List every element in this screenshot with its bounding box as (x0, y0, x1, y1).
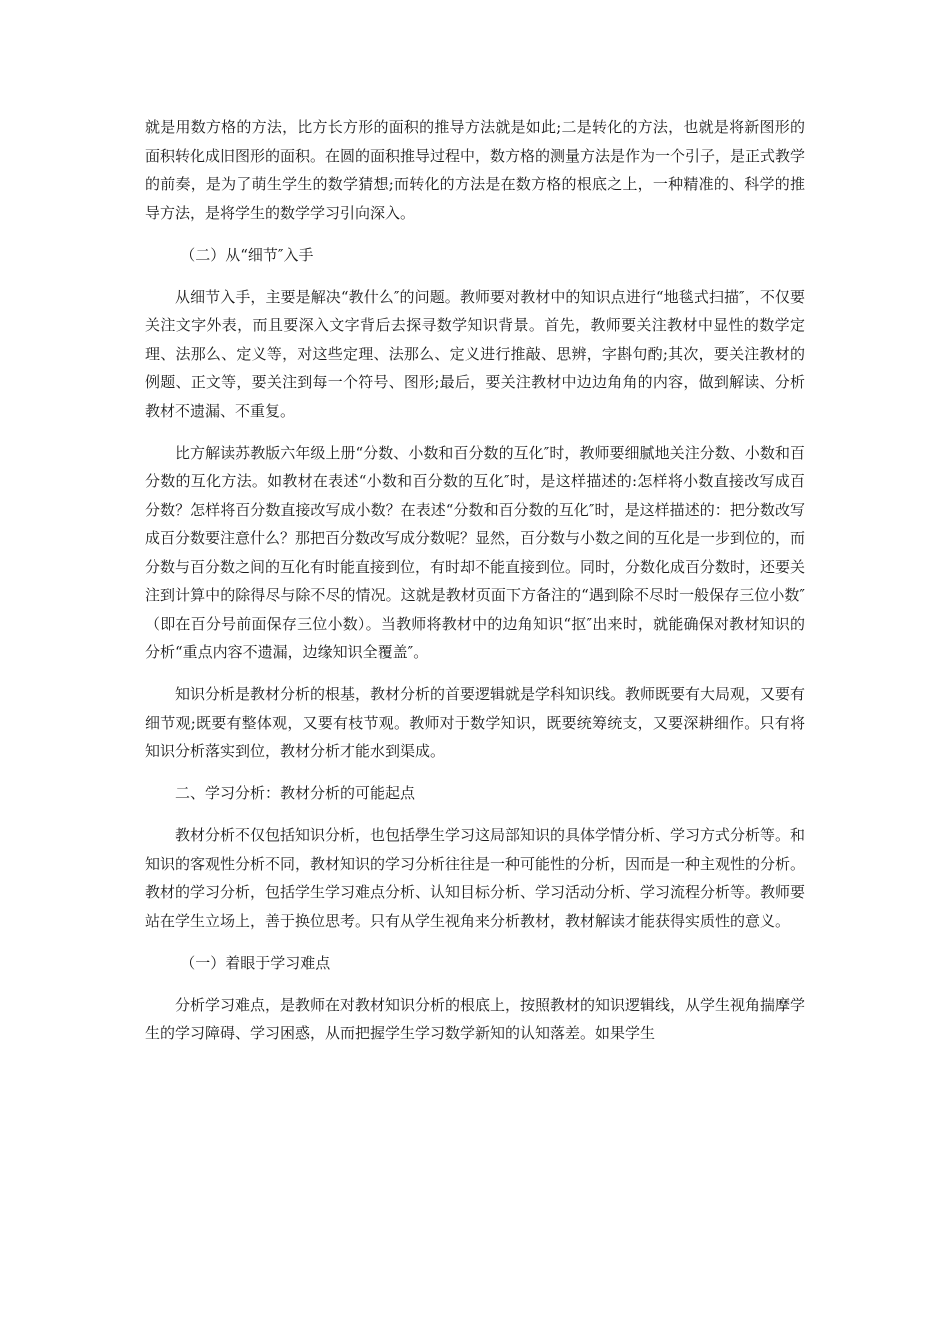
paragraph: 知识分析是教材分析的根基，教材分析的首要逻辑就是学科知识线。教师既要有大局观，又要有细节观;既要有整体观，又要有枝节观。教师对于数学知识，既要统筹统支，又要深耕细作。只有将知识分析落实到位，教材分析才能水到渠成。 (145, 685, 806, 760)
paragraph: 从细节入手，主要是解决“教什么″的问题。教师要对教材中的知识点进行“地毯式扫描″，不仅要关注文字外表，而且要深入文字背后去探寻数学知识背景。首先，教师要关注教材中显性的数学定理、法那么、定义等，对这些定理、法那么、定义进行推敲、思辨，字斟句酌;其次，要关注教材的例题、正文等，要关注到每一个符号、图形;最后，要关注教材中边边角角的内容，做到解读、分析教材不遗漏、不重复。 (145, 287, 805, 420)
paragraph: 分析学习难点，是教师在对教材知识分析的根底上，按照教材的知识逻辑线，从学生视角揣摩学生的学习障碍、学习困惑，从而把握学生学习数学新知的认知落差。如果学生 (145, 995, 806, 1042)
section-heading: 二、学习分析：教材分析的可能起点 (175, 784, 416, 802)
paragraph: 比方解读苏教版六年级上册“分数、小数和百分数的互化″时，教师要细腻地关注分数、小数和百分数的互化方法。如教材在表述“小数和百分数的互化″时，是这样描述的:怎样将小数直接改写成百分数？怎样将百分数直接改写成小数？在表述“分数和百分数的互化″时，是这样描述的：把分数改写成百分数要注意什么？那把百分数改写成分数呢？显然，百分数与小数之间的互化是一步到位的，而分数与百分数之间的互化有时能直接到位，有时却不能直接到位。同时，分数化成百分数时，还要关注到计算中的除得尽与除不尽的情况。这就是教材页面下方备注的“遇到除不尽时一般保存三位小数″（即在百分号前面保存三位小数）。当教师将教材中的边角知识“抠″出来时，就能确保对教材知识的分析“重点内容不遗漏，边缘知识全覆盖″。 (145, 443, 806, 661)
paragraph: 教材分析不仅包括知识分析，也包括學生学习这局部知识的具体学情分析、学习方式分析等。和知识的客观性分析不同，教材知识的学习分析往往是一种可能性的分析，因而是一种主观性的分析。教材的学习分析，包括学生学习难点分析、认知目标分析、学习活动分析、学习流程分析等。教师要站在学生立场上，善于换位思考。只有从学生视角来分析教材，教材解读才能获得实质性的意义。 (145, 826, 806, 930)
document-page (145, 113, 805, 1061)
paragraph: 就是用数方格的方法，比方长方形的面积的推导方法就是如此;二是转化的方法，也就是将新图形的面积转化成旧图形的面积。在圆的面积推导过程中，数方格的测量方法是作为一个引子，是正式教学的前奏，是为了萌生学生的数学猜想;而转化的方法是在数方格的根底之上，一种精准的、科学的推导方法，是将学生的数学学习引向深入。 (145, 118, 806, 222)
section-subheading: （二）从“细节″入手 (180, 245, 314, 264)
section-subheading: （一）着眼于学习难点 (180, 953, 331, 972)
